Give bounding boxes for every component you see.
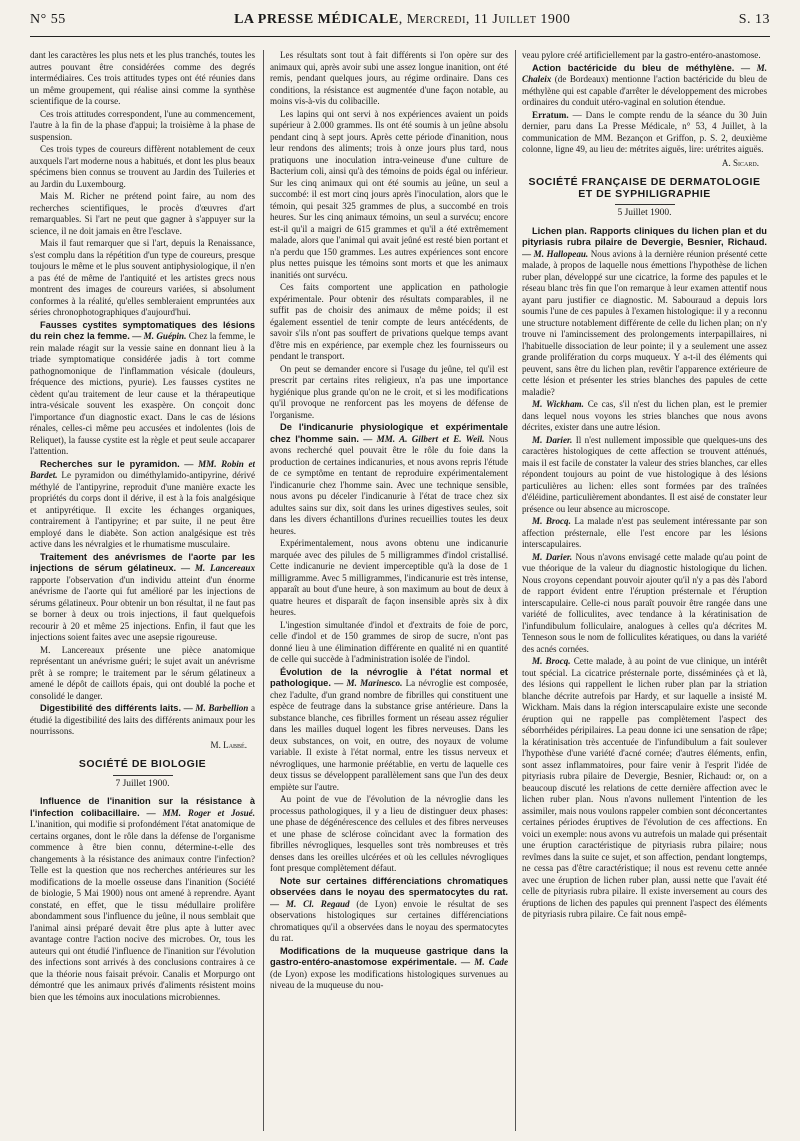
column-3 (522, 50, 767, 1131)
article-title: Influence de l'inanition sur la résistance à l'infection colibacillaire. (30, 796, 255, 818)
article-author: — M. Lancereaux (180, 563, 255, 573)
article-text: L'inanition, qui modifie si profondément l'état anatomique de certains organes, dont le rôle dans la défense de l'organisme commence à être bien connu, détermine-t-elle des changements à la résistance des animaux contre l'infection? Telle est la question que nos recherches antérieures sur les modifications de la moelle osseuse dans l'inanition (Société de biologie, 5 Mai 1900) nous ont amené à reprendre. Ayant constaté, en effet, que le tissu médullaire prolifère abondamment sous l'influence du jeûne, il nous semblait que l'animal ainsi préparé devait être plus apte à lutter avec avantage contre l'action nocive des microbes. Or, tous les auteurs qui ont étudié l'influence de l'inanition sur l'évolution des infections sont arrivés à des conclusions contraires à ce que la théorie nous faisait prévoir. Canalis et Morpurgo ont démontré que les animaux privés d'aliments résistent moins bien que les témoins aux inoculations microbiennes. (30, 819, 255, 1002)
article-title: Traitement des anévrismes de l'aorte par les injections de sérum gélatineux. (30, 551, 255, 573)
column-1 (30, 50, 255, 1131)
section-rule (113, 775, 173, 776)
article-author: — M. Chaleix (522, 62, 767, 84)
article-text: a étudié la digestibilité des laits des différents animaux pour les nourrissons. (30, 703, 255, 736)
article (522, 63, 767, 109)
article-title: Digestibilité des différents laits. (40, 703, 182, 713)
article (30, 703, 255, 738)
paragraph: Ces trois attitudes correspondent, l'une au commencement, l'autre à la fin de la phase d'appui; la troisième à la phase de suspension. (30, 108, 255, 142)
paragraph: Ces trois types de coureurs diffèrent notablement de ceux auxquels l'art moderne nous a habitués, et dont les plus beaux spécimens bien connus se trouvent au Jardin des Tuileries et au Jardin du Luxembourg. (30, 144, 255, 189)
discussion-text: Cette malade, à au point de vue clinique, un intérêt tout spécial. La cicatrice présternale porte, disséminées çà et là, des lésions qui rappellent le lichen ruber plan par la striation blanche décrite autrefois par Hardy, et sur laquelle a insisté M. Wickham. Mais dans la région interscapulaire existe une seconde éruption qui ne rappelle pas complètement l'aspect des séborrhéides péripilaires. La peau donne ici une sensation de râpe; la kératinisation très accentuée de l'infundibulum a fait soulever l'hypothèse d'une variété d'acné cornée; d'autres éléments, enfin, sont assez inflammatoires, pour faire venir à l'esprit l'idée de pityriasis rubra pilaire de Devergie, Besnier, Richaud: or, on a beaucoup discuté les relations de cette dernière affection avec le lichen ruber plan. Nous n'avons nullement l'intention de les assimiler, mais nous voulons rappeler combien sont déconcertantes certaines périodes éruptives de l'évolution de ces affections. En voici un exemple: nous avons vu autrefois un malade qui présentait une éruption caractéristique de pityriasis rubra pilaire; nous revîmes dans la suite ce sujet, et son affection, pendant longtemps, ne cessa pas d'être caractéristique; il nous est revenu cette année avec une éruption de lichen ruber plan, aussi nette que l'avait été celle de pityriasis rubra pilaire. Il existe inversement au cours des éruptions de lichen des papules qui prennent l'aspect des éléments de pityriasis rubra pilaire. Ce fait nous empê- (522, 656, 767, 919)
discussion (522, 656, 767, 921)
erratum-title: Erratum. (532, 109, 569, 120)
article (30, 459, 255, 551)
speaker: M. Darier. (532, 551, 573, 562)
discussion-text: Il n'est nullement impossible que quelques-uns des caractères histologiques de cette affection se trouvent atténués, mais il est facile de constater la valeur des stries blanches, car elles répondent toujours au point de vue histologique à des lésions particulières au lichen: elles sont formées par des traînées d'éléidine, particulièrement abondantes. Il est aisé de constater leur présence ou leur absence au microscope. (522, 434, 767, 514)
article-author: — MM. A. Gilbert et E. Weil. (363, 433, 485, 444)
article (30, 320, 255, 458)
header-rule (30, 36, 770, 37)
signature: M. Labbé. (210, 739, 247, 750)
article (30, 796, 255, 1003)
erratum-text: — Dans le compte rendu de la séance du 30 Juin dernier, paru dans La Presse Médicale, n° 53, 4 Juillet, à la communication de MM. Bezançon et Griffon, p. S. 2, deuxième colonne, ligne 49, au lieu de: métrites aiguës, lire: urétrites aiguës. (522, 109, 767, 154)
paragraph: Les résultats sont tout à fait différents si l'on opère sur des animaux qui, après avoir subi une assez longue inanition, ont été remis, pendant quelques jours, au régime ordinaire. Dans ces conditions, la résistance est augmentée d'une façon notable, au moins vis-à-vis du colibacille. (270, 50, 508, 106)
article-title: Évolution de la névroglie à l'état normal et pathologique. (270, 666, 508, 688)
article-text: rapporte l'observation d'un individu atteint d'un énorme anévrisme de l'aorte qui fut amélioré par les injections de sérums gélatineux. Pour obtenir un bon résultat, il ne faut pas se borner à deux ou trois injections, il faut quelquefois recourir à 20 et même 25 injections. Enfin, il faut que les injections soient faites avec une asepsie rigoureuse. (30, 574, 255, 642)
article-text: Nous avions à la dernière réunion présenté cette malade, à propos de laquelle nous émettions l'hypothèse de lichen ruber plan, développé sur une cicatrice, la forme des papules et le réseau blanc très fin que l'on remarque à leur examen attentif nous ayant paru justifier ce diagnostic. M. Sabouraud a depuis lors soumis l'une de ces papules à l'examen histologique: il y a reconnu une structure notablement différente de celle du lichen plan; on n'y trouve ni l'amincissement des prolongements interpapillaires, ni l'habituelle dissociation de leur pointe; il y a seulement une assez grande prolifération du corps muqueux. Y a-t-il des éléments qui peuvent, sans être du lichen plan, revêtir l'apparence extérieure de cette lésion et présenter les stries blanches des papules de cette maladie? (522, 248, 767, 397)
paragraph: On peut se demander encore si l'usage du jeûne, tel qu'il est prescrit par certains rites religieux, n'a pas une importance hygiénique plus grande qu'on ne le croit, et si les modifications qu'il provoque ne renforcent pas les moyens de défense de l'organisme. (270, 363, 508, 420)
speaker: M. Darier. (532, 434, 573, 445)
article-text: La névroglie est composée, chez l'adulte, d'un grand nombre de fibrilles qui constituent une espèce de feutrage dans la substance grise antérieure. Dans la substance blanche, ces fibrilles forment un réseau assez régulier dans les mailles duquel logent les fibres nerveuses. Dans les deux substances, on voit, en outre, des noyaux de volume variable. Il existe à l'état normal, entre les tissus nerveux et névrogliques, une harmonie préétablie, en vertu de laquelle ces deux tissus se développent parallèlement sans que l'un des deux empiète sur l'autre. (270, 678, 508, 792)
article-author: — M. Hallopeau. (522, 248, 589, 259)
article-author: — MM. Robin et Bardet. (30, 458, 255, 480)
article-title: De l'indicanurie physiologique et expérimentale chez l'homme sain. (270, 422, 508, 444)
article-author: — M. Cade (461, 957, 508, 967)
discussion (522, 399, 767, 434)
column-2 (270, 50, 508, 1131)
article-author: — M. Barbellion (183, 703, 249, 713)
section-date: 5 Juillet 1900. (617, 208, 672, 218)
discussion (522, 435, 767, 516)
speaker: M. Brocq. (532, 516, 571, 526)
article (270, 667, 508, 794)
article-author: — MM. Roger et Josué. (146, 807, 255, 818)
article-text: (de Lyon) envoie le résultat de ses observations histologiques sur certaines différenciations chromatiques qu'il a observées dans le noyau des spermatocytes du rat. (270, 898, 508, 943)
page-header (30, 12, 770, 32)
discussion (522, 516, 767, 551)
paragraph: Mais M. Richer ne prétend point faire, au nom des recherches scientifiques, le procès d'œuvres d'art remarquables. Si l'art ne peut que gagner à s'appuyer sur la science, il ne doit jamais en être l'esclave. (30, 191, 255, 236)
article-text: (de Bordeaux) mentionne l'action bactéricide du bleu de méthylène qui est capable d'arrêter le développement des microbes ordinaires du conduit utéro-vaginal en solution étendue. (522, 74, 767, 107)
article-text: Chez la femme, le rein malade réagit sur la vessie saine en donnant lieu à la triade symptomatique considérée jadis à tort comme pathognomonique de l'inflammation vésicale (douleurs, fréquence des mictions, pyurie). Les fausses cystites ne cèdent qu'au traitement de leur cause et la thérapeutique intra-vésicale souvent les exaspère. On conçoit donc l'importance d'un diagnostic exact. Dans le cas de lésions rénales, celles-ci même peu accusées et indolentes (lois de Reliquet), la fausse cystite est la règle et peut seule accaparer l'attention. (30, 331, 255, 456)
paragraph: Mais il faut remarquer que si l'art, depuis la Renaissance, s'est complu dans la répétition d'un type de coureurs, presque toujours le même et le plus souvent antiphysiologique, il n'en a pas été de même de l'antiquité et les artistes grecs nous montrent des images de coureurs variées, si absolument conformes à la réalité, qu'elles sembleraient empruntées aux séries chronophotographiques d'aujourd'hui. (30, 238, 255, 317)
article (30, 552, 255, 644)
paragraph: dant les caractères les plus nets et les plus tranchés, toutes les autres pouvant être considérées comme des degrés intermédiaires. Ces trois attitudes types ont été réunies dans un même groupement, qui réalise ainsi comme la synthèse scientifique de la course. (30, 50, 255, 106)
article (522, 226, 767, 399)
paragraph: Les lapins qui ont servi à nos expériences avaient un poids supérieur à 2.000 grammes. Ils ont été soumis à un jeûne absolu pendant cinq à sept jours. Après cette période d'inanition, nous leur rendons des aliments; trois à onze jours plus tard, nous pratiquons une inoculation intra-veineuse d'une culture de Bacterium coli, ainsi qu'à des témoins de poids égal ou inférieur. Sur les cinq animaux qui ont été soumis au jeûne, un seul a succombé: il est mort cinq jours après l'inoculation, alors que le témoin, qui pesait 325 grammes de plus, a succombé en trois heures. Sur les cinq animaux témoins, un seul a survécu; encore est-il qu'il a maigri de 615 grammes et qu'il a été extrêmement malade, alors que l'animal qui avait jeûné est resté bien portant et n'a perdu que 150 grammes. Les autres expériences sont encore plus nettes puisque les témoins sont morts et que les animaux inanitiés ont survécu. (270, 108, 508, 280)
article (270, 422, 508, 537)
paragraph: Expérimentalement, nous avons obtenu une indicanurie marquée avec des pilules de 5 milligrammes d'indol cristallisé. Cette indicanurie ne devient imperceptible qu'à la dose de 1 milligramme. Avec 5 milligrammes, l'indicanurie est très intense, apparaît au bout d'une heure, à son maximum au bout de deux à quatre heures et disparaît de façon insensible après six à dix heures. (270, 538, 508, 617)
article-title: Lichen plan. Rapports cliniques du lichen plan et du pityriasis rubra pilaire de Devergie, Besnier, Richaud. (522, 225, 767, 247)
issue-date: , Mercredi, 11 Juillet 1900 (398, 12, 571, 27)
paragraph: M. Lancereaux présente une pièce anatomique représentant un anévrisme guéri; le sujet avait un anévrisme prêt à se rompre; le traitement par le sérum gélatineux a amené le dépôt de caillots épais, qui ont doublé la poche et consolidé le danger. (30, 644, 255, 701)
column-divider (263, 50, 264, 1131)
article-text: Le pyramidon ou diméthylamido-antipyrine, dérivé méthylé de l'antipyrine, reproduit d'une manière exacte les propriétés du corps dont il dérive, il est à la fois analgésique et antipyrétique. Il excite les échanges organiques, contrairement à l'antipyrine; et par suite, il ne peut être employé dans le diabète. Son action analgésique est très active dans les névralgies et le rhumatisme musculaire. (30, 470, 255, 549)
article-title: Action bactéricide du bleu de méthylène. (532, 62, 735, 73)
erratum (522, 110, 767, 156)
section-title: SOCIÉTÉ DE BIOLOGIE (78, 758, 207, 770)
issue-number: N° 55 (30, 12, 66, 27)
paragraph: Au point de vue de l'évolution de la névroglie dans les processus pathologiques, il y a lieu de distinguer deux phases: une phase de dégénérescence des cellules et des fibres nerveuses et une phase de sclérose coïncidant avec la formation des fibrilles névrogliques, lesquelles sont très nombreuses et très denses dans les oreilles ulcérées et où les cellules névrogliques font presque complètement défaut. (270, 794, 508, 873)
paragraph: Ces faits comportent une application en pathologie expérimentale. Pour obtenir des résultats comparables, il ne suffit pas de choisir des animaux de même poids; il est également essentiel de tenir compte de leurs antécédents, de savoir s'ils n'ont pas souffert de privations quelque temps avant d'être mis en expérience, par exemple chez les fournisseurs ou pendant le transport. (270, 282, 508, 361)
section-rule (615, 204, 675, 205)
article-title: Fausses cystites symptomatiques des lésions du rein chez la femme. (30, 319, 255, 341)
article (270, 946, 508, 992)
section-date: 7 Juillet 1900. (115, 778, 170, 789)
article-title: Note sur certaines différenciations chromatiques observées dans le noyau des spermatocytes du rat. (270, 875, 508, 897)
article-title: Recherches sur le pyramidon. (40, 458, 180, 469)
discussion (522, 552, 767, 656)
column-divider (515, 50, 516, 1131)
article-text: Nous avons recherché quel pouvait être le rôle du foie dans la production de certaines indicanuries, et nous avons repris l'étude de ce symptôme en tentant de reproduire expérimentalement l'indicanurie chez l'homme sain. Avec une technique sensible, nous avons pu déceler l'indicanurie à l'état de trace chez six adultes sains sur dix, soit dans les urines digestives seules, soit dans les divers échantillons d'urines recueillies toutes les deux heures. (270, 433, 508, 536)
discussion-text: Ce cas, s'il n'est du lichen plan, est le premier dans lequel nous voyons les stries blanches que nous avons décrites, exister dans une autre lésion. (522, 399, 767, 432)
journal-name: LA PRESSE MÉDICALE (234, 12, 399, 27)
discussion-text: Nous n'avons envisagé cette malade qu'au point de vue théorique de la valeur du diagnostic histologique du lichen. Nous croyons cependant pouvoir ajouter qu'il n'y a pas dès l'abord de rapport évident entre l'éruption présternale et l'éruption interscapulaire. Celle-ci nous paraît pouvoir être rangée dans une variété de folliculites, avec tendance à la kératinisation de l'infundibulum folliculaire, analogues à celles qu'a décrites M. Tenneson sous le nom de folliculites kératiques, ou dans la variété des acnés cornées. (522, 551, 767, 654)
article-text: (de Lyon) expose les modifications histologiques survenues au niveau de la muqueuse du nou- (270, 968, 508, 990)
discussion-text: La malade n'est pas seulement intéressante par son affection présternale, elle l'est encore par les lésions interscapulaires. (522, 516, 767, 549)
article-author: — M. Cl. Regaud (270, 898, 350, 909)
speaker: M. Wickham. (532, 399, 584, 409)
article-author: — M. Marinesco. (334, 678, 403, 688)
paragraph: veau pylore créé artificiellement par la gastro-entéro-anastomose. (522, 50, 761, 60)
paragraph: L'ingestion simultanée d'indol et d'extraits de foie de porc, celle d'indol et de 150 grammes de sirop de sucre, n'ont pas donné lieu à une élimination différente en qualité ni en quantité de celle qui succède à l'administration isolée de l'indol. (270, 619, 508, 664)
speaker: M. Brocq. (532, 656, 571, 666)
article-title: Modifications de la muqueuse gastrique dans la gastro-entéro-anastomose expérimentale. (270, 945, 508, 967)
journal-title (234, 12, 570, 28)
page-number: S. 13 (738, 12, 770, 27)
section-title: SOCIÉTÉ FRANÇAISE DE DERMATOLOGIE ET DE SYPHILIGRAPHIE (528, 176, 761, 200)
article-author: — M. Guépin. (132, 331, 187, 341)
article (270, 876, 508, 945)
signature: A. Sicard. (721, 157, 759, 168)
